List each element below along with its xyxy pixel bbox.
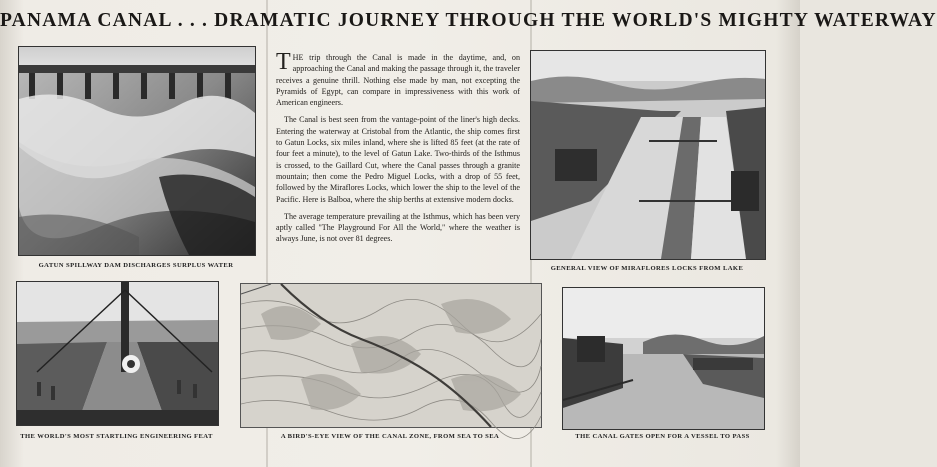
canal-gates-photo [562,287,765,430]
spillway-photo [18,46,256,256]
intro-paragraph-1 [276,49,520,108]
caption-birdseye: A BIRD'S-EYE VIEW OF THE CANAL ZONE, FROM SEA TO SEA [280,433,500,440]
miraflores-locks-photo [530,50,766,260]
caption-spillway: GATUN SPILLWAY DAM DISCHARGES SURPLUS WATER [38,262,234,269]
intro-paragraph-3: The average temperature prevailing at the Isthmus, which has been very aptly called "The Playground For All the World," where the weather is always June, is not over 81 degrees. [276,211,520,244]
caption-miraflores: GENERAL VIEW OF MIRAFLORES LOCKS FROM LAKE [550,265,744,272]
relief-map [240,283,542,428]
caption-gates: THE CANAL GATES OPEN FOR A VESSEL TO PASS [575,433,750,440]
drop-cap: T [276,49,291,75]
page-headline: PANAMA CANAL . . . DRAMATIC JOURNEY THROUGH THE WORLD'S MIGHTY WATERWAY [0,10,937,31]
caption-engineering: THE WORLD'S MOST STARTLING ENGINEERING FEAT [20,433,213,440]
intro-paragraph-2: The Canal is best seen from the vantage-point of the liner's high decks. Entering the waterway at Cristobal from the Atlantic, the ship comes first to Gatun Locks, six miles inland, where she is lifted 85 feet (at the rate of four feet a minute), to the level of Gatun Lake. Two-thirds of the Isthmus is crossed, to the Gaillard Cut, where the Canal passes through a granite mountain; then come the Pedro Miguel Locks, with a drop of 55 feet, followed by the Miraflores Locks, which lower the ship to the level of the Pacific. Here is Balboa, where the ship berths at extensive modern docks. [276,115,520,204]
ship-deck-photo [16,281,219,426]
intro-paragraph-1-text: HE trip through the Canal is made in the daytime, and, on approaching the Canal and making the passage through it, the traveler receives a genuine thrill. Nothing else made by man, not excepting the Pyramids of Egypt, can compare in impressiveness with this work of American engineers. [276,53,520,108]
intro-text-block [276,49,520,251]
